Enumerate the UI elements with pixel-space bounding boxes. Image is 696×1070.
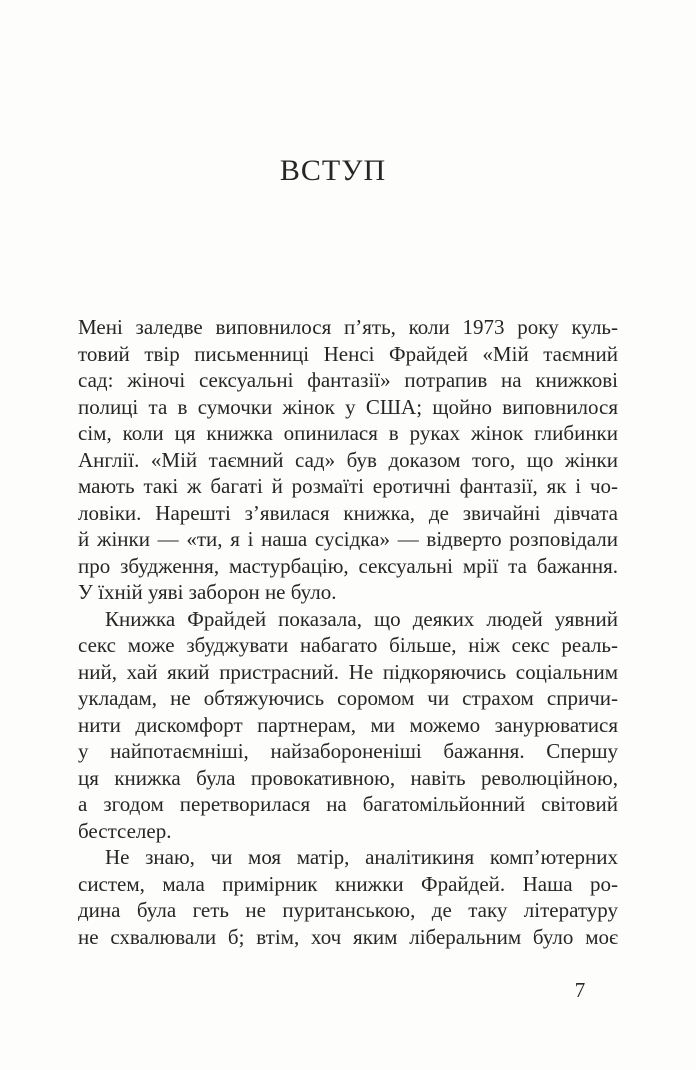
text-line: Не знаю, чи моя матір, аналітикиня комп’ютерних xyxy=(105,845,618,869)
text-line: секс може збуджувати набагато більше, ніж секс реаль- xyxy=(78,633,618,657)
text-line: товий твір письменниці Ненсі Фрайдей «Мій таємний xyxy=(78,341,618,366)
text-line: сад: жіночі сексуальні фантазії» потрапив на книжкові xyxy=(78,368,618,392)
text-line: про збудження, мастурбацію, сексуальні мрії та бажання. xyxy=(78,553,618,578)
text-line: а згодом перетворилася на багатомільйонний світовий xyxy=(78,792,618,816)
text-line: дина була геть не пуританською, де таку літературу xyxy=(78,898,618,922)
text-line: ця книжка була провокативною, навіть революційною, xyxy=(78,765,618,790)
text-line: у найпотаємніші, найзабороненіші бажання. Спершу xyxy=(78,739,618,763)
text-line: укладам, не обтяжуючись соромом чи страхом спричи- xyxy=(78,686,618,710)
page-number: 7 xyxy=(574,978,586,1002)
text-line: Мені заледве виповнилося п’ять, коли 1973 року куль- xyxy=(78,315,618,339)
body-text xyxy=(78,314,618,950)
text-line: нити дискомфорт партнерам, ми можемо занурюватися xyxy=(78,712,618,737)
text-line: не схвалювали б; втім, хоч яким ліберальним було моє xyxy=(78,924,618,949)
text-line: У їхній уяві заборон не було. xyxy=(78,580,337,604)
text-line: ний, хай який пристрасний. Не підкоряючись соціальним xyxy=(78,659,618,684)
text-line: систем, мала примірник книжки Фрайдей. Наша ро- xyxy=(78,871,618,896)
text-line: Книжка Фрайдей показала, що деяких людей уявний xyxy=(105,606,618,631)
text-line: сім, коли ця книжка опинилася в руках жінок глибинки xyxy=(78,421,618,445)
text-line: бестселер. xyxy=(78,818,172,843)
text-line: ловіки. Нарешті з’явилася книжка, де звичайні дівчата xyxy=(78,500,618,525)
text-line: мають такі ж багаті й розмаїті еротичні фантазії, як і чо- xyxy=(78,474,618,498)
text-line: й жінки — «ти, я і наша сусідка» — відверто розповідали xyxy=(78,527,618,551)
text-line: Англії. «Мій таємний сад» був доказом того, що жінки xyxy=(78,447,618,472)
chapter-title: ВСТУП xyxy=(279,154,387,187)
text-line: полиці та в сумочки жінок у США; щойно виповнилося xyxy=(78,394,618,419)
